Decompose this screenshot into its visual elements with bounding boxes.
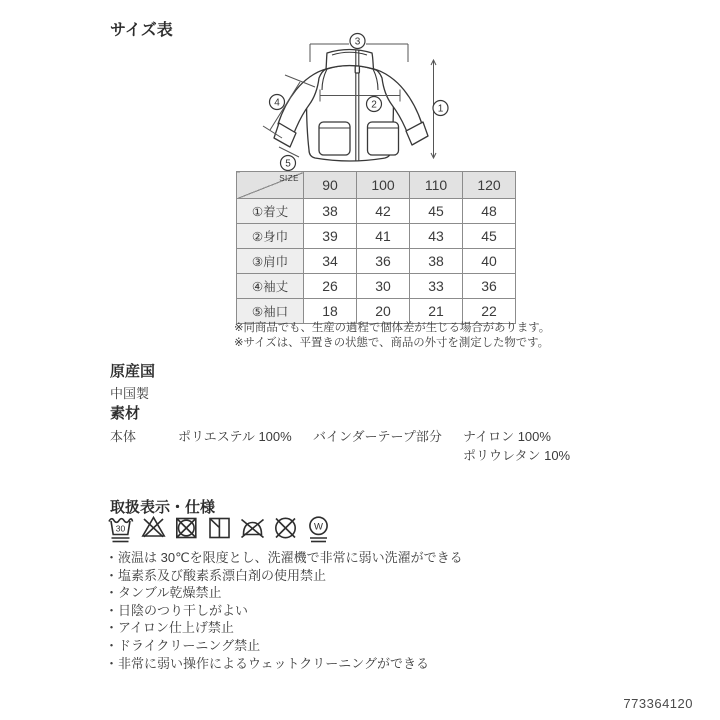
- jacket-left-pocket: [319, 122, 350, 155]
- shade-line-dry-icon: [206, 514, 233, 544]
- svg-text:1: 1: [437, 103, 444, 115]
- size-value-cell: 41: [357, 224, 410, 249]
- bleach-prohibited-icon: [140, 514, 167, 544]
- size-value-cell: 45: [463, 224, 516, 249]
- size-value-cell: 21: [410, 299, 463, 324]
- row-label: ③肩巾: [237, 249, 304, 274]
- page-title: サイズ表: [110, 22, 173, 39]
- origin-heading: 原産国: [110, 363, 156, 380]
- size-column-header: 90: [304, 172, 357, 199]
- note-line: ※サイズは、平置きの状態で、商品の外寸を測定した物です。: [234, 336, 550, 349]
- size-value-cell: 34: [304, 249, 357, 274]
- size-value-cell: 36: [463, 274, 516, 299]
- size-value-cell: 42: [357, 199, 410, 224]
- wet-clean-very-mild-icon: [305, 514, 332, 544]
- svg-text:30: 30: [115, 523, 126, 534]
- callout-1: [433, 101, 448, 116]
- table-row: [237, 249, 516, 274]
- row-label: ①着丈: [237, 199, 304, 224]
- size-column-header: 100: [357, 172, 410, 199]
- material-composition: ナイロン 100%: [463, 429, 551, 444]
- size-value-cell: 40: [463, 249, 516, 274]
- svg-text:3: 3: [354, 36, 361, 48]
- row-label: ②身巾: [237, 224, 304, 249]
- size-value-cell: 45: [410, 199, 463, 224]
- svg-text:4: 4: [274, 97, 280, 109]
- size-value-cell: 20: [357, 299, 410, 324]
- product-code: 773364120: [623, 696, 693, 711]
- table-row: [237, 199, 516, 224]
- row-label: ④袖丈: [237, 274, 304, 299]
- svg-text:2: 2: [371, 99, 377, 111]
- care-instruction: ・ドライクリーニング禁止: [105, 637, 261, 653]
- size-column-header: 110: [410, 172, 463, 199]
- size-table: [236, 171, 516, 324]
- care-instruction: ・液温は 30℃を限度とし、洗濯機で非常に弱い洗濯ができる: [105, 550, 463, 565]
- material-composition: ポリエステル 100%: [178, 429, 292, 444]
- size-value-cell: 38: [304, 199, 357, 224]
- iron-prohibited-icon: [239, 514, 266, 544]
- svg-text:W: W: [314, 521, 323, 533]
- care-instructions: [105, 549, 463, 672]
- tumble-dry-prohibited-icon: [173, 514, 200, 544]
- size-value-cell: 30: [357, 274, 410, 299]
- size-value-cell: 26: [304, 274, 357, 299]
- note-line: ※同商品でも、生産の過程で個体差が生じる場合があります。: [234, 322, 551, 334]
- care-instruction: ・塩素系及び酸素系漂白剤の使用禁止: [105, 567, 327, 583]
- care-instruction: ・日陰のつり干しがよい: [105, 602, 249, 618]
- size-value-cell: 33: [410, 274, 463, 299]
- material-composition: ポリウレタン 10%: [463, 448, 571, 463]
- size-value-cell: 36: [357, 249, 410, 274]
- care-instruction: ・アイロン仕上げ禁止: [105, 620, 234, 636]
- material-part-label: 本体: [110, 429, 137, 444]
- callout-4: [270, 95, 285, 110]
- care-instruction: ・非常に弱い操作によるウェットクリーニングができる: [105, 655, 429, 671]
- size-value-cell: 48: [463, 199, 516, 224]
- size-value-cell: 18: [304, 299, 357, 324]
- dry-clean-prohibited-icon: [272, 514, 299, 544]
- table-row: [237, 274, 516, 299]
- care-symbols-row: [107, 514, 332, 544]
- callout-2: [367, 97, 382, 112]
- jacket-zipper-pull: [355, 66, 359, 73]
- care-heading: 取扱表示・仕様: [110, 499, 216, 516]
- callout-3: [350, 34, 365, 49]
- care-instruction: ・タンブル乾燥禁止: [105, 585, 222, 601]
- material-heading: 素材: [110, 405, 141, 422]
- row-label: ⑤袖口: [237, 299, 304, 324]
- size-table-header-row: [237, 172, 516, 199]
- size-table-corner: SIZE: [237, 172, 304, 199]
- size-value-cell: 43: [410, 224, 463, 249]
- svg-text:5: 5: [285, 158, 291, 170]
- origin-value: 中国製: [110, 386, 150, 401]
- callout-5: [281, 156, 296, 171]
- size-value-cell: 38: [410, 249, 463, 274]
- jacket-right-pocket: [368, 122, 399, 155]
- wash-30-very-mild-icon: [107, 514, 134, 544]
- size-column-header: 120: [463, 172, 516, 199]
- size-value-cell: 22: [463, 299, 516, 324]
- material-part-label: バインダーテープ部分: [313, 429, 442, 444]
- size-value-cell: 39: [304, 224, 357, 249]
- jacket-diagram: [243, 18, 475, 176]
- table-row: [237, 299, 516, 324]
- table-notes: [234, 321, 550, 350]
- table-row: [237, 224, 516, 249]
